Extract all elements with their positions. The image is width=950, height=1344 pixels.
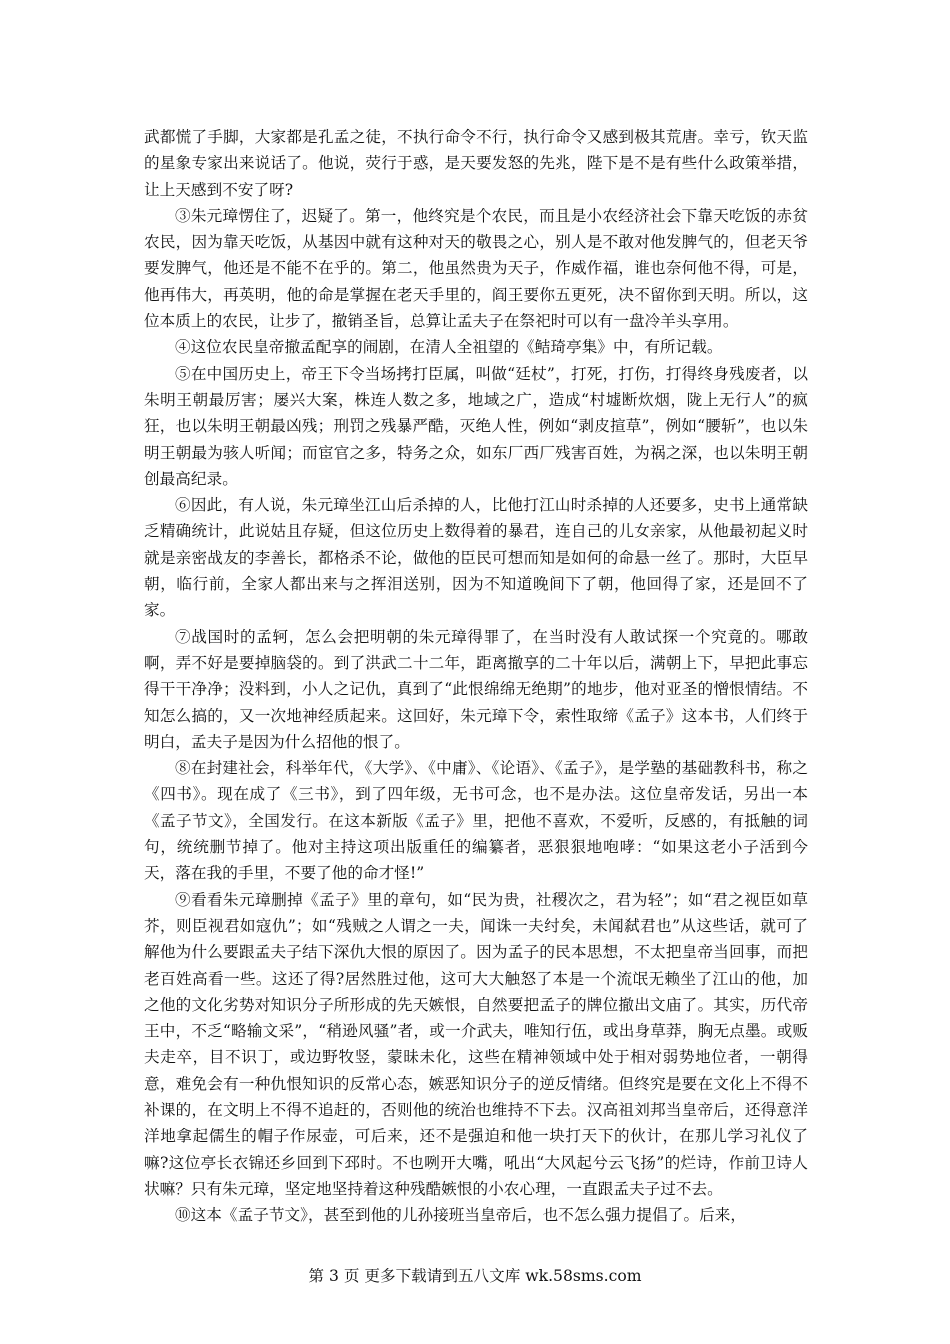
paragraph-3: ③朱元璋愣住了，迟疑了。第一，他终究是个农民，而且是小农经济社会下靠天吃饭的赤贫农民，因为靠天吃饭，从基因中就有这种对天的敬畏之心，别人是不敢对他发脾气的，但老天爷要发脾气，他还是不能不在乎的。第二，他虽然贵为天子，作威作福，谁也奈何他不得，可是，他再伟大，再英明，他的命是掌握在老天手里的，阎王要你五更死，决不留你到天明。所以，这位本质上的农民，让步了，撤销圣旨，总算让孟夫子在祭祀时可以有一盘冷羊头享用。 [144,206,808,331]
paragraph-8: ⑧在封建社会，科举年代，《大学》、《中庸》、《论语》、《孟子》，是学塾的基础教科书，称之《四书》。现在成了《三书》，到了四年级，无书可念，也不是办法。这位皇帝发话，另出一本《孟子节文》，全国发行。在这本新版《孟子》里，把他不喜欢，不爱听，反感的，有抵触的词句，统统删节掉了。他对主持这项出版重任的编纂者，恶狠狠地咆哮：“如果这老小子活到今天，落在我的手里，不要了他的命才怪!” [144,759,808,883]
paragraph-continuation: 武都慌了手脚，大家都是孔孟之徒，不执行命令不行，执行命令又感到极其荒唐。幸亏，钦天监的星象专家出来说话了。他说，荧行于惑，是天要发怒的先兆，陛下是不是有些什么政策举措，让上天感到不安了呀? [144,128,808,199]
page-footer: 第 3 页 更多下载请到五八文库 wk.58sms.com [308,1267,642,1285]
article-body [144,124,808,1228]
paragraph-9: ⑨看看朱元璋删掉《孟子》里的章句，如“民为贵，社稷次之，君为轻”；如“君之视臣如草芥，则臣视君如寇仇”；如“残贼之人谓之一夫，闻诛一夫纣矣，未闻弑君也”从这些话，就可了解他为什么要跟孟夫子结下深仇大恨的原因了。因为孟子的民本思想，不太把皇帝当回事，而把老百姓高看一些。这还了得?居然胜过他，这可大大触怒了本是一个流氓无赖坐了江山的他，加之他的文化劣势对知识分子所形成的先天嫉恨，自然要把孟子的牌位撤出文庙了。其实，历代帝王中，不乏“略输文采”，“稍逊风骚”者，或一介武夫，唯知行伍，或出身草莽，胸无点墨。或贩夫走卒，目不识丁，或边野牧竖，蒙昧未化，这些在精神领域中处于相对弱势地位者，一朝得意，难免会有一种仇恨知识的反常心态，嫉恶知识分子的逆反情绪。但终究是要在文化上不得不补课的，在文明上不得不追赶的，否则他的统治也维持不下去。汉高祖刘邦当皇帝后，还得意洋洋地拿起儒生的帽子作尿壶，可后来，还不是强迫和他一块打天下的伙计，在那儿学习礼仪了嘛?这位亭长衣锦还乡回到下邳时。不也咧开大嘴，吼出“大风起兮云飞扬”的烂诗，作前卫诗人状嘛？只有朱元璋，坚定地坚持着这种残酷嫉恨的小农心理，一直跟孟夫子过不去。 [144,890,808,1198]
paragraph-5: ⑤在中国历史上，帝王下令当场拷打臣属，叫做“廷杖”，打死，打伤，打得终身残废者，以朱明王朝最厉害；屡兴大案，株连人数之多，地域之广，造成“村墟断炊烟，陇上无行人”的疯狂，也以朱明王朝最凶残；刑罚之残暴严酷，灭绝人性，例如“剥皮揎草”，例如“腰斩”，也以朱明王朝最为骇人听闻；而宦官之多，特务之众，如东厂西厂残害百姓，为祸之深，也以朱明王朝创最高纪录。 [144,364,808,488]
paragraph-7: ⑦战国时的孟轲，怎么会把明朝的朱元璋得罪了，在当时没有人敢试探一个究竟的。哪敢啊，弄不好是要掉脑袋的。到了洪武二十二年，距离撤享的二十年以后，满朝上下，早把此事忘得干干净净；没料到，小人之记仇，真到了“此恨绵绵无绝期”的地步，他对亚圣的憎恨情结。不知怎么搞的，又一次地神经质起来。这回好，朱元璋下令，索性取缔《孟子》这本书，人们终于明白，孟夫子是因为什么招他的恨了。 [144,627,808,751]
paragraph-10: ⑩这本《孟子节文》，甚至到他的儿孙接班当皇帝后，也不怎么强力提倡了。后来， [175,1206,747,1225]
paragraph-4: ④这位农民皇帝撤孟配享的闹剧，在清人全祖望的《鲒琦亭集》中，有所记载。 [175,338,723,357]
paragraph-6: ⑥因此，有人说，朱元璋坐江山后杀掉的人，比他打江山时杀掉的人还要多，史书上通常缺乏精确统计，此说姑且存疑，但这位历史上数得着的暴君，连自己的儿女亲家，从他最初起义时就是亲密战友的李善长，都格杀不论，做他的臣民可想而知是如何的命悬一丝了。那时，大臣早朝，临行前，全家人都出来与之挥泪送别，因为不知道晚间下了朝，他回得了家，还是回不了家。 [144,496,808,620]
